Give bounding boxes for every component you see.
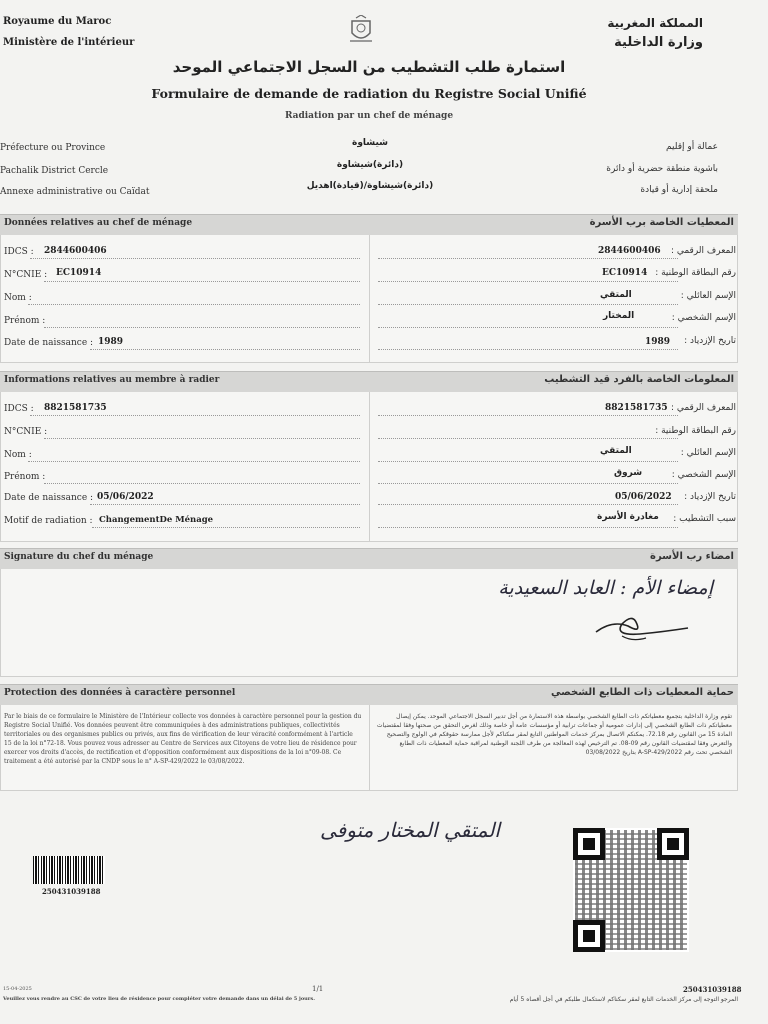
protection-section-title-fr: Protection des données à caractère personnel <box>4 688 236 698</box>
qr-code <box>573 828 689 952</box>
footer-note-ar: المرجو التوجه إلى مركز الخدمات التابع لمقر سكناكم لاستكمال طلبكم في أجل أقصاه 5 أيام <box>509 996 738 1003</box>
handwritten-name-note: المتقي المختار متوفى <box>320 818 500 842</box>
signature-section-header <box>0 548 738 570</box>
member-divider <box>369 392 370 542</box>
chef-cnie-label-fr: N°CNIE : <box>4 270 48 280</box>
form-subtitle: Radiation par un chef de ménage <box>284 111 454 121</box>
member-section-title-ar: المعلومات الخاصة بالفرد قيد التشطيب <box>544 374 734 385</box>
chef-dotline <box>378 304 678 305</box>
member-idcs-label-fr: IDCS : <box>4 404 34 414</box>
member-prenom-label-ar: الإسم الشخصي : <box>671 470 736 480</box>
chef-idcs-label-fr: IDCS : <box>4 247 34 257</box>
chef-idcs-value-ar: 2844600406 <box>598 246 661 256</box>
annexe-label-ar: ملحقة إدارية أو قيادة <box>640 185 718 195</box>
chef-dotline <box>90 349 360 350</box>
print-date: 15-04-2025 <box>3 986 32 992</box>
member-section-title-fr: Informations relatives au membre à radier <box>4 375 220 385</box>
form-title-ar: استمارة طلب التشطيب من السجل الاجتماعي الموحد <box>172 58 566 76</box>
member-motif-label-ar: سبب التشطيب : <box>673 514 736 524</box>
member-prenom-value-ar: شروق <box>614 468 643 478</box>
member-dob-label-fr: Date de naissance : <box>4 493 94 503</box>
annexe-value: (دائرة)شيشاوة/(قيادة)اهديل <box>306 181 434 191</box>
chef-dotline <box>28 304 360 305</box>
chef-dotline <box>30 258 360 259</box>
chef-dotline <box>44 281 360 282</box>
chef-dotline <box>378 258 678 259</box>
barcode-number: 250431039188 <box>42 887 101 896</box>
chef-cnie-value-fr: EC10914 <box>56 268 102 278</box>
member-dotline <box>30 415 360 416</box>
chef-idcs-value-fr: 2844600406 <box>44 246 107 256</box>
member-motif-label-fr: Motif de radiation : <box>4 516 93 526</box>
protection-text-fr: Par le biais de ce formulaire le Ministère de l'Intérieur collecte vos données à caractère personnel pour la gestion du Registre Social Unifié. Vos données peuvent être communiquées à des administrations publiques, collectivités territoriales ou des organismes publics ou privés, aux fins de vérification de leur véracité conformément à l'article 15 de la loi n°72-18. Vous pouvez vous adresser au Centre de Services aux Citoyens de votre lieu de résidence pour exercer vos droits d'accès, de rectification et d'opposition conformément aux dispositions de la loi n°09-08. Ce traitement a été autorisé par la CNDP sous le n° A-SP-429/2022 le 03/08/2022. <box>4 713 362 765</box>
chef-dob-value-fr: 1989 <box>98 337 124 347</box>
chef-section-title-fr: Données relatives au chef de ménage <box>4 218 193 228</box>
protection-divider <box>369 705 370 791</box>
signature-scribble <box>592 612 692 644</box>
member-dob-value-fr: 05/06/2022 <box>97 492 154 502</box>
member-dotline <box>378 438 678 439</box>
handwritten-signature-text: إمضاء الأم : العابد السعيدية <box>498 577 713 599</box>
chef-nom-label-ar: الإسم العائلي : <box>680 291 736 301</box>
kingdom-label-fr: Royaume du Maroc <box>3 16 112 27</box>
member-nom-label-fr: Nom : <box>4 450 32 460</box>
member-motif-value-ar: مغادرة الأسرة <box>597 512 659 522</box>
chef-dob-label-fr: Date de naissance : <box>4 338 94 348</box>
member-idcs-label-ar: المعرف الرقمي : <box>670 403 736 413</box>
kingdom-label-ar: المملكة المغربية <box>607 16 703 30</box>
chef-dotline <box>44 327 360 328</box>
qr-finder <box>657 828 689 860</box>
member-dotline <box>90 504 360 505</box>
qr-finder <box>573 920 605 952</box>
member-dotline <box>28 461 360 462</box>
footer-note-fr: Veuillez vous rendre au CSC de votre lieu de résidence pour compléter votre demande dans un délai de 5 jours. <box>3 996 315 1002</box>
chef-idcs-label-ar: المعرف الرقمي : <box>670 246 736 256</box>
member-dotline <box>378 461 678 462</box>
prefecture-value: شيشاوة <box>352 138 388 148</box>
pachalik-value: (دائرة)شيشاوة <box>336 160 404 170</box>
member-dob-label-ar: تاريخ الإزدياد : <box>684 492 736 502</box>
protection-section-header <box>0 684 738 706</box>
ministry-label-ar: وزارة الداخلية <box>614 35 703 50</box>
member-dotline <box>92 527 360 528</box>
pachalik-label-ar: باشوية منطقة حضرية أو دائرة <box>606 164 718 174</box>
coat-of-arms-emblem <box>348 15 374 45</box>
chef-section-header <box>0 214 738 236</box>
chef-dob-value-ar: 1989 <box>645 337 671 347</box>
member-dotline <box>44 483 360 484</box>
member-section-header <box>0 371 738 393</box>
member-idcs-value-fr: 8821581735 <box>44 403 107 413</box>
member-nom-value-ar: المتقي <box>600 446 632 456</box>
member-dotline <box>378 527 678 528</box>
member-idcs-value-ar: 8821581735 <box>605 403 668 413</box>
chef-section-title-ar: المعطيات الخاصة برب الأسرة <box>589 217 734 228</box>
member-dotline <box>44 438 360 439</box>
protection-text-ar: تقوم وزارة الداخلية بتجميع معطياتكم ذات الطابع الشخصي بواسطة هذه الاستمارة من أجل تدبير السجل الاجتماعي الموحد. يمكن إيصال معطياتكم ذات الطابع الشخصي إلى إدارات عمومية أو جماعات ترابية أو مؤسسات عامة أو خاصة وذلك لغرض التحقق من صحتها وفقا لمقتضيات المادة 15 من القانون رقم 72.18. يمكنكم الاتصال بمركز خدمات المواطنين التابع لمقر سكناكم لأجل ممارسة حقوقكم في الولوج والتصحيح والتعرض وفقا لمقتضيات القانون رقم 09-08. تم الترخيص لهذه المعالجة من طرف اللجنة الوطنية لمراقبة حماية المعطيات ذات الطابع الشخصي تحت رقم A-SP-429/2022 بتاريخ 03/08/2022 <box>376 713 732 756</box>
protection-section-title-ar: حماية المعطيات ذات الطابع الشخصي <box>551 687 734 698</box>
chef-dotline <box>378 349 678 350</box>
chef-divider <box>369 235 370 363</box>
qr-finder <box>573 828 605 860</box>
member-dotline <box>378 504 678 505</box>
chef-dotline <box>378 327 678 328</box>
member-cnie-label-ar: رقم البطاقة الوطنية : <box>655 426 736 436</box>
page-number: 1/1 <box>312 985 324 993</box>
chef-dotline <box>378 281 678 282</box>
chef-nom-label-fr: Nom : <box>4 293 32 303</box>
annexe-label-fr: Annexe administrative ou Caïdat <box>0 187 150 197</box>
chef-nom-value-ar: المتقي <box>600 290 632 300</box>
member-dob-value-ar: 05/06/2022 <box>615 492 672 502</box>
member-prenom-label-fr: Prénom : <box>4 472 46 482</box>
prefecture-label-ar: عمالة أو إقليم <box>666 142 718 152</box>
chef-cnie-label-ar: رقم البطاقة الوطنية : <box>655 268 736 278</box>
member-dotline <box>378 483 678 484</box>
chef-prenom-value-ar: المختار <box>603 311 635 321</box>
chef-prenom-label-fr: Prénom : <box>4 316 46 326</box>
signature-section-title-ar: امضاء رب الأسرة <box>650 551 734 562</box>
pachalik-label-fr: Pachalik District Cercle <box>0 166 109 176</box>
prefecture-label-fr: Préfecture ou Province <box>0 143 106 153</box>
member-nom-label-ar: الإسم العائلي : <box>680 448 736 458</box>
chef-dob-label-ar: تاريخ الإزدياد : <box>684 336 736 346</box>
signature-section-title-fr: Signature du chef du ménage <box>4 552 154 562</box>
barcode <box>33 856 105 884</box>
chef-prenom-label-ar: الإسم الشخصي : <box>671 313 736 323</box>
qr-number: 250431039188 <box>683 985 742 994</box>
form-title-fr: Formulaire de demande de radiation du Registre Social Unifié <box>151 86 587 101</box>
member-motif-value-fr: ChangementDe Ménage <box>99 515 214 525</box>
chef-cnie-value-ar: EC10914 <box>602 268 648 278</box>
ministry-label-fr: Ministère de l'intérieur <box>3 37 135 48</box>
member-dotline <box>378 415 678 416</box>
member-cnie-label-fr: N°CNIE : <box>4 427 48 437</box>
